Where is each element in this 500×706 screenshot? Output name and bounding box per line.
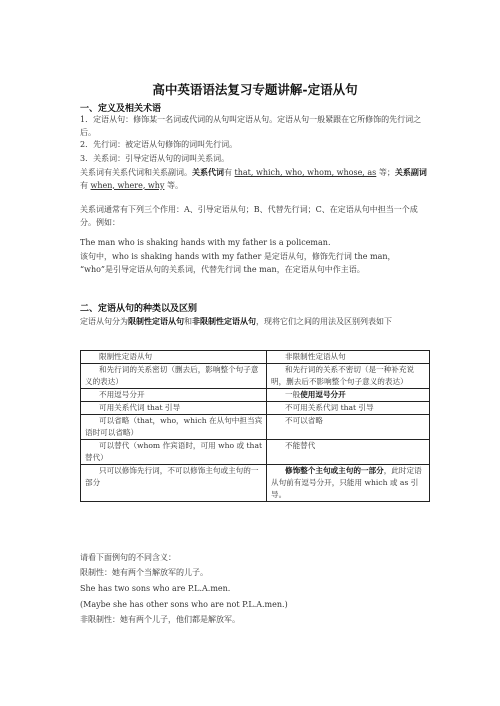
table-row (81, 351, 430, 364)
rel-pronoun-label: 关系代词 (192, 167, 224, 177)
table-cell: 可用关系代词 that 引导 (81, 402, 267, 415)
rel-text: 关系词有关系代词和关系副词。 (80, 168, 192, 177)
rel-text: 等。 (166, 180, 183, 190)
table-row (81, 440, 430, 465)
table-cell: 不用逗号分开 (81, 389, 267, 402)
table-cell: 和先行词的关系不密切（是一种补充说明，删去后不影响整个句子意义的表达） (267, 364, 430, 389)
restrictive-example-cn: 限制性：她有两个当解放军的儿子。 (80, 568, 208, 577)
table-cell: 只可以修饰先行词，不可以修饰主句或主句的一部分 (81, 465, 267, 502)
table-cell: 可以省略（that，who，which 在从句中担当宾语时可以省略） (81, 415, 267, 440)
table-row (81, 389, 430, 402)
section-heading-types: 二、定语从句的种类以及区别 (80, 304, 198, 314)
table-header-cell: 非限制性定语从句 (267, 351, 430, 364)
definition-attributive-clause: 1．定语从句：修饰某一名词或代词的从句叫定语从句。定语从句一般紧跟在它所修饰的先行词之后。 (80, 115, 422, 137)
table-cell: 不可以省略 (267, 415, 430, 440)
rel-text: 有 (80, 180, 88, 190)
rel-adverb-list: when, where, why (90, 180, 165, 190)
intro-text: 和 (184, 317, 192, 326)
table-cell: 不能替代 (267, 440, 430, 465)
relative-word-functions: 关系词通常有下列三个作用：A、引导定语从句；B、代替先行词；C、在定语从句中担当一个成分。例如： (80, 205, 418, 227)
restrictive-example-note: (Maybe she has other sons who are not P.L.A.men.) (80, 600, 288, 609)
table-header-cell: 限制性定语从句 (81, 351, 267, 364)
restrictive-example-en: She has two sons who are P.L.A.men. (80, 584, 231, 593)
comparison-table (80, 350, 430, 502)
intro-text: 定语从句分为 (80, 317, 128, 326)
table-cell: 可以替代（whom 作宾语时，可用 who 或 that 替代） (81, 440, 267, 465)
restrictive-label: 限制性定语从句 (128, 316, 184, 326)
example-explanation: 该句中，who is shaking hands with my father 是定语从句，修饰先行词 the man， “who”是引导定语从句的关系词，代替先行词 the man，在定语从句中作主语。 (80, 252, 396, 274)
table-row (81, 402, 430, 415)
table-row (81, 465, 430, 502)
example-sentence-en: The man who is shaking hands with my father is a policeman. (80, 238, 331, 247)
table-row (81, 415, 430, 440)
relative-words-paragraph (80, 166, 430, 192)
table-cell: 和先行词的关系密切（删去后，影响整个句子意义的表达） (81, 364, 267, 389)
rel-pronoun-list: that, which, who, whom, whose, as (234, 168, 377, 177)
table-row (81, 364, 430, 389)
examples-intro: 请看下面例句的不同含义： (80, 553, 176, 562)
cell-text: ，此时定语从句前有逗号分开，只能用 which 或 as 引导。 (271, 466, 422, 499)
nonrestrictive-example-cn: 非限制性：她有两个儿子，他们都是解放军。 (80, 615, 240, 624)
cell-emphasis: 修饰整个主句或主句的一部分 (285, 466, 384, 475)
page-title: 高中英语语法复习专题讲解-定语从句 (152, 82, 358, 97)
types-intro (80, 315, 430, 329)
table-cell (267, 389, 430, 402)
nonrestrictive-label: 非限制性定语从句 (192, 316, 256, 326)
cell-text: 一般 (285, 390, 301, 399)
rel-text: 等； (378, 168, 395, 177)
cell-emphasis: 使用逗号分开 (300, 390, 346, 399)
intro-text: ，现将它们之间的用法及区别列表如下 (256, 317, 392, 326)
section-heading-definitions: 一、定义及相关术语 (80, 104, 162, 114)
definition-relative-word: 3．关系词：引导定语从句的词叫关系词。 (80, 154, 230, 163)
rel-adverb-label: 关系副词 (394, 167, 427, 177)
rel-text: 有 (224, 168, 232, 177)
table-cell (267, 465, 430, 502)
table-cell: 不可用关系代词 that 引导 (267, 402, 430, 415)
definition-antecedent: 2．先行词：被定语从句修饰的词叫先行词。 (80, 140, 238, 149)
